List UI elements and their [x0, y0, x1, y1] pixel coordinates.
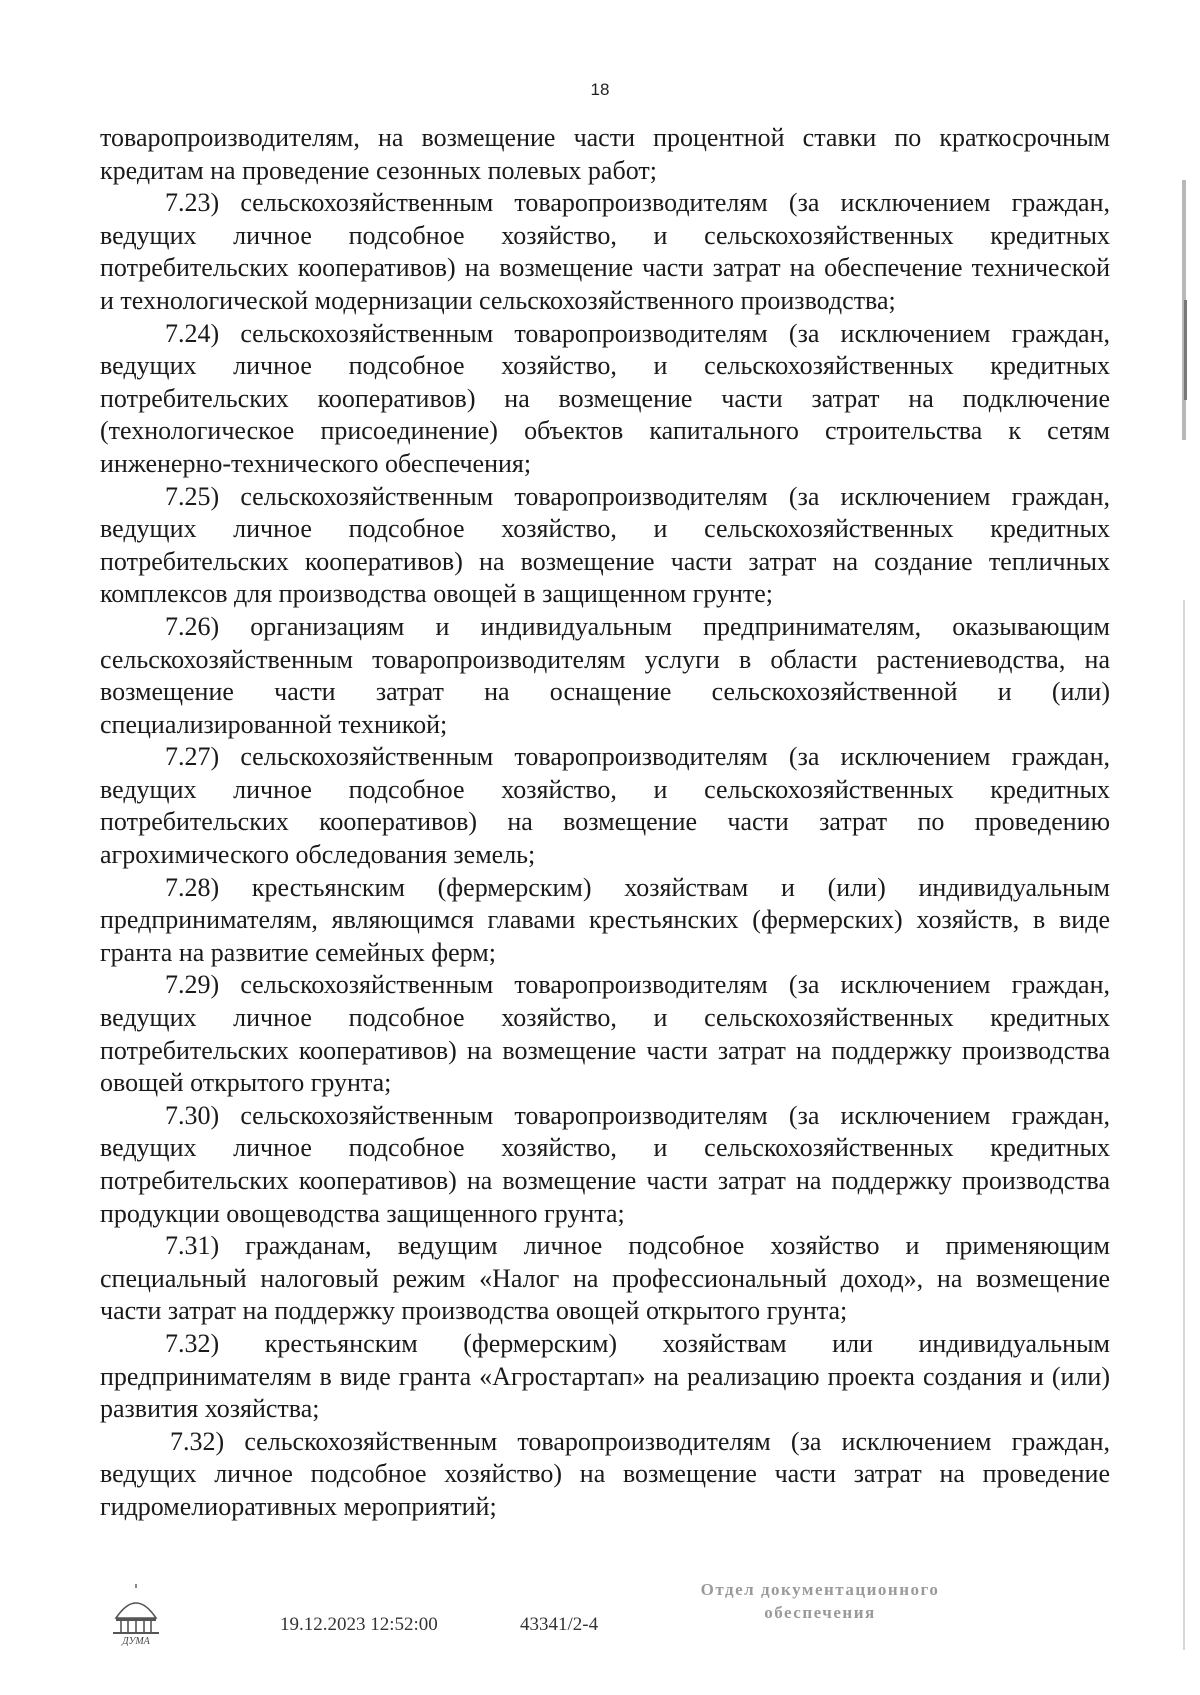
registration-number: 43341/2-4	[520, 1614, 599, 1635]
paragraph-7-31: 7.31) гражданам, ведущим личное подсобное хозяйство и применяющим специальный налоговый режим «Налог на профессиональный доход», на возмещение части затрат на поддержку производства овощей открытого грунта;	[100, 1231, 1110, 1326]
paragraph-7-30: 7.30) сельскохозяйственным товаропроизводителям (за исключением граждан, ведущих личное подсобное хозяйство, и сельскохозяйственных кредитных потребительских кооперативов) на возмещение части затрат на поддержку производства продукции овощеводства защищенного грунта;	[100, 1100, 1110, 1228]
paragraph-7-25: 7.25) сельскохозяйственным товаропроизводителям (за исключением граждан, ведущих личное подсобное хозяйство, и сельскохозяйственных кредитных потребительских кооперативов) на возмещение части затрат на создание тепличных комплексов для производства овощей в защищенном грунте;	[100, 481, 1110, 609]
stamp-line-2: обеспечения	[764, 1603, 876, 1622]
stamp-line-1: Отдел документационного	[700, 1580, 940, 1599]
duma-logo-icon	[108, 1582, 164, 1646]
scan-edge-artifact	[1164, 0, 1200, 1695]
paragraph-7-28: 7.28) крестьянским (фермерским) хозяйствам и (или) индивидуальным предпринимателям, являющимся главами крестьянских (фермерских) хозяйств, в виде гранта на развитие семейных ферм;	[100, 872, 1110, 967]
document-body	[100, 122, 1110, 1524]
paragraph-7-32-agrostartap: 7.32) крестьянским (фермерским) хозяйствам или индивидуальным предпринимателям в виде гранта «Агростартап» на реализацию проекта создания и (или) развития хозяйства;	[100, 1328, 1110, 1424]
paragraph-7-27: 7.27) сельскохозяйственным товаропроизводителям (за исключением граждан, ведущих личное подсобное хозяйство, и сельскохозяйственных кредитных потребительских кооперативов) на возмещение части затрат по проведению агрохимического обследования земель;	[100, 742, 1110, 870]
page-number: 18	[590, 80, 610, 99]
department-stamp	[690, 1578, 950, 1624]
paragraph-7-23: 7.23) сельскохозяйственным товаропроизводителям (за исключением граждан, ведущих личное подсобное хозяйство, и сельскохозяйственных кредитных потребительских кооперативов) на возмещение части затрат на обеспечение технической и технологической модернизации сельскохозяйственного производства;	[100, 188, 1110, 315]
logo-caption: ДУМА	[122, 1636, 150, 1646]
paragraph-7-24: 7.24) сельскохозяйственным товаропроизводителям (за исключением граждан, ведущих личное подсобное хозяйство, и сельскохозяйственных кредитных потребительских кооперативов) на возмещение части затрат на подключение (технологическое присоединение) объектов капитального строительства к сетям инженерно-технического обеспечения;	[100, 318, 1110, 478]
paragraph-7-26: 7.26) организациям и индивидуальным предпринимателям, оказывающим сельскохозяйственным товаропроизводителям услуги в области растениеводства, на возмещение части затрат на оснащение сельскохозяйственной и (или) специализированной техникой;	[100, 611, 1110, 739]
paragraph-continuation: товаропроизводителям, на возмещение части процентной ставки по краткосрочным кредитам на проведение сезонных полевых работ;	[100, 123, 1110, 185]
paragraph-7-29: 7.29) сельскохозяйственным товаропроизводителям (за исключением граждан, ведущих личное подсобное хозяйство, и сельскохозяйственных кредитных потребительских кооперативов) на возмещение части затрат на поддержку производства овощей открытого грунта;	[100, 970, 1110, 1098]
paragraph-7-32-melioration: 7.32) сельскохозяйственным товаропроизводителям (за исключением граждан, ведущих личное подсобное хозяйство) на возмещение части затрат на проведение гидромелиоративных мероприятий;	[100, 1426, 1110, 1521]
registration-datetime: 19.12.2023 12:52:00	[280, 1614, 438, 1635]
